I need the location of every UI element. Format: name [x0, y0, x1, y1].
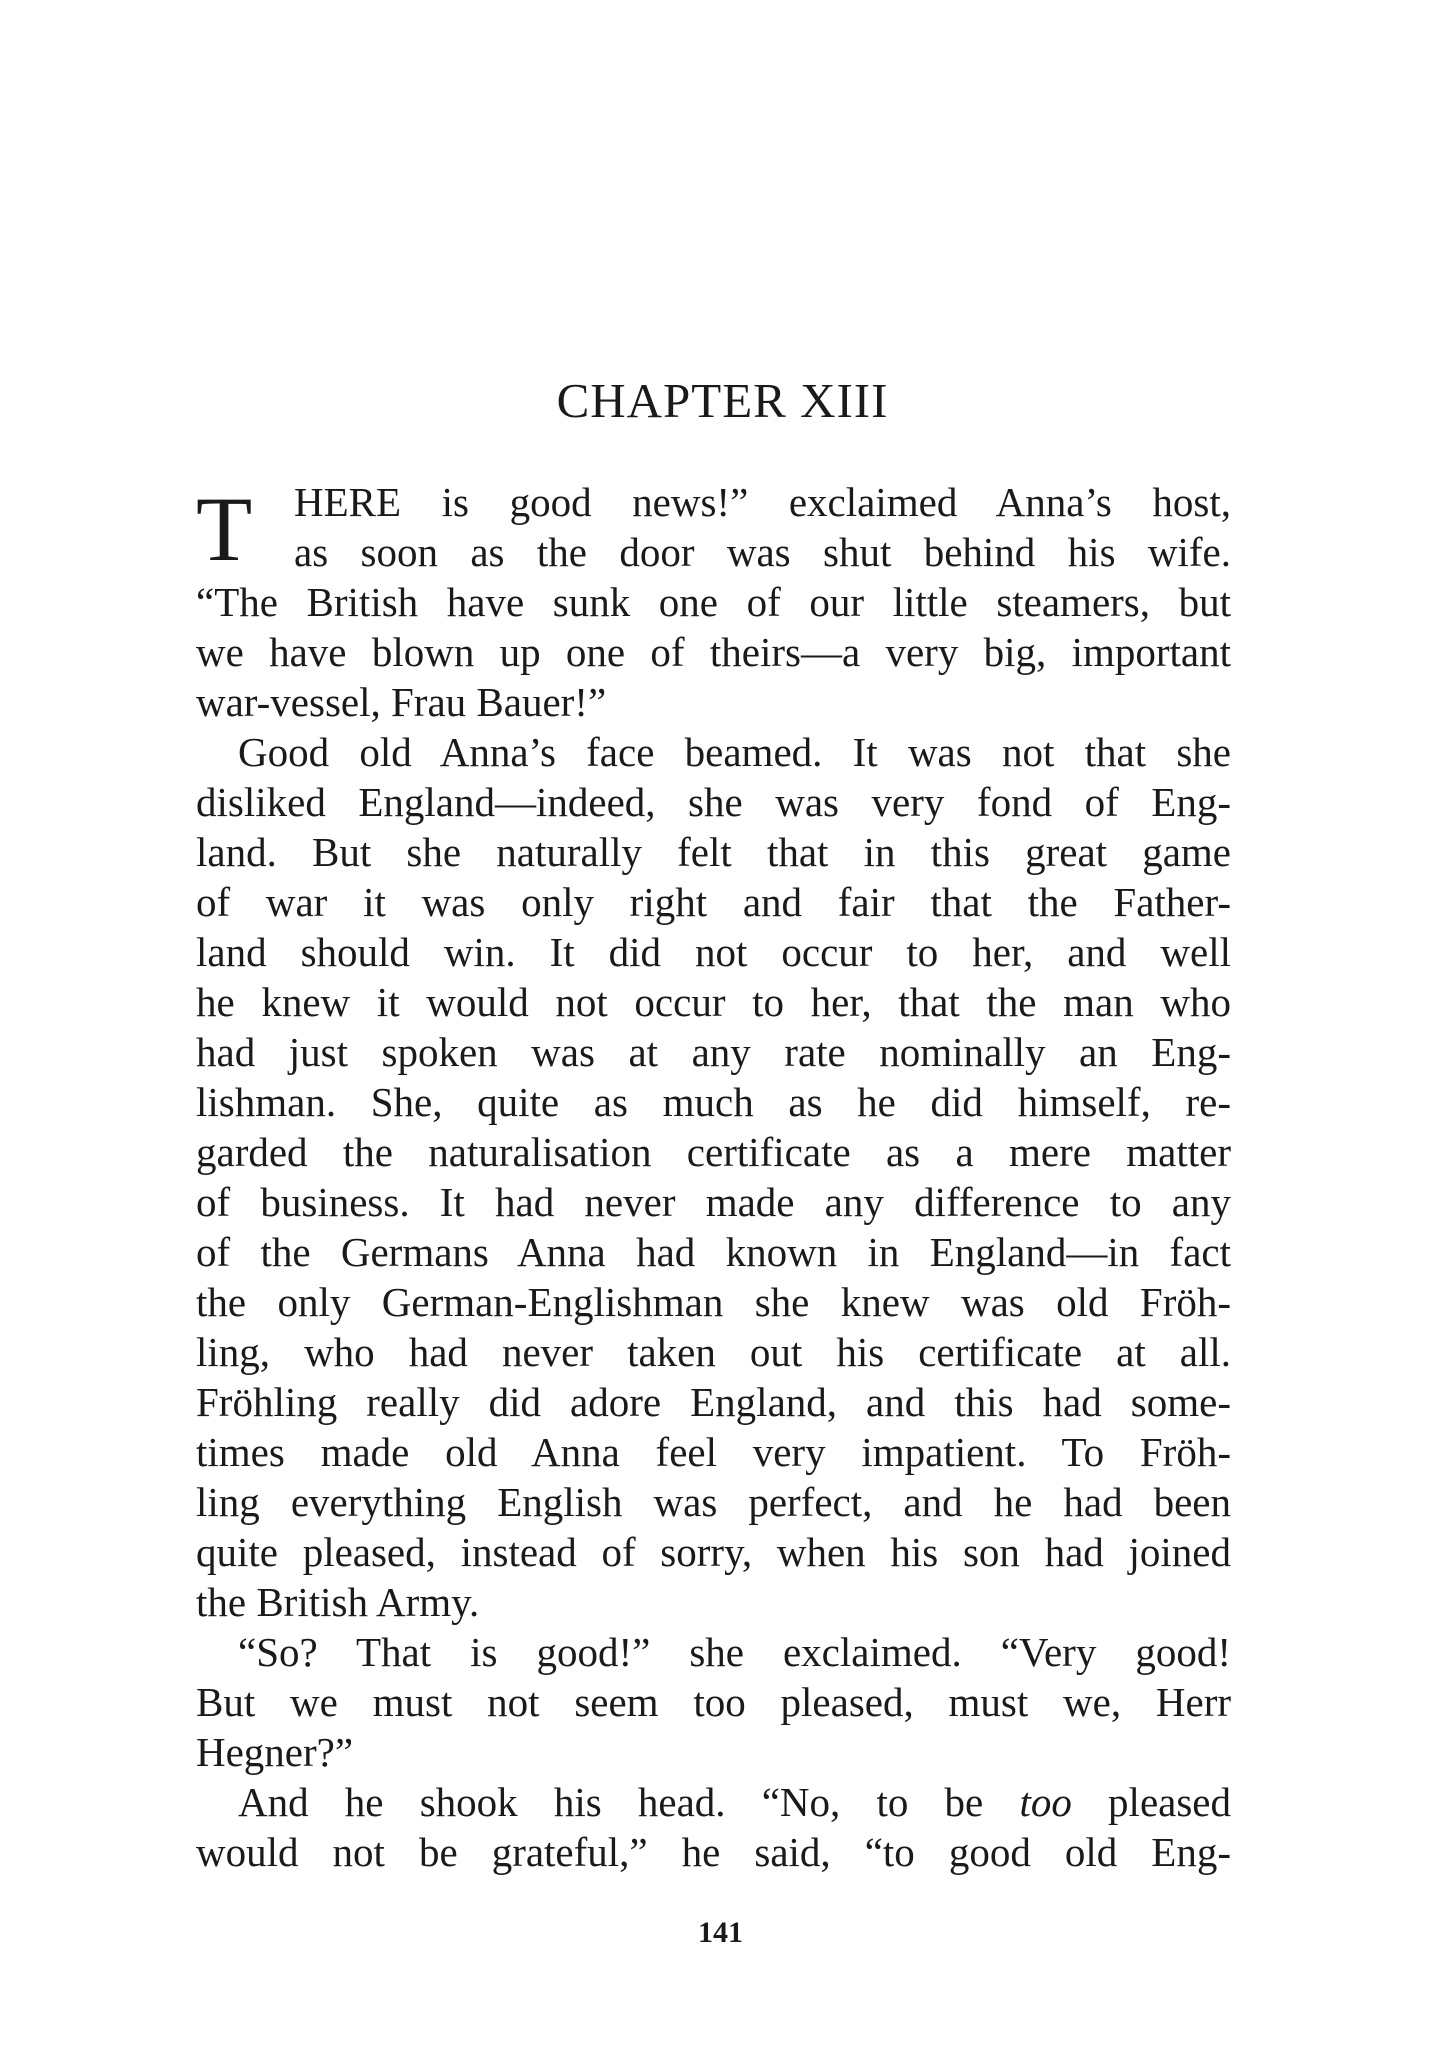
text-line: the only German-Englishman she knew was old Fröh- — [196, 1279, 1231, 1325]
paragraph-4 — [196, 1777, 1231, 1877]
text-line: had just spoken was at any rate nominally an Eng- — [196, 1029, 1231, 1075]
text-line: “So? That is good!” she exclaimed. “Very good! — [238, 1629, 1231, 1675]
text-line: “The British have sunk one of our little steamers, but — [196, 579, 1231, 625]
text-line: ling, who had never taken out his certificate at all. — [196, 1329, 1231, 1375]
text-line: would not be grateful,” he said, “to good old Eng- — [196, 1829, 1231, 1875]
text-line: land should win. It did not occur to her, and well — [196, 929, 1231, 975]
text-line: garded the naturalisation certificate as a mere matter — [196, 1129, 1231, 1175]
paragraph-2 — [196, 727, 1231, 1627]
text-line: quite pleased, instead of sorry, when his son had joined — [196, 1529, 1231, 1575]
paragraph-1 — [196, 477, 1231, 727]
text-line: ling everything English was perfect, and he had been — [196, 1479, 1231, 1525]
drop-cap: T — [196, 478, 253, 580]
text-line: as soon as the door was shut behind his wife. — [294, 529, 1231, 575]
text-line: the British Army. — [196, 1579, 480, 1625]
text-line: of war it was only right and fair that the Father- — [196, 879, 1231, 925]
text-line: war-vessel, Frau Bauer!” — [196, 679, 607, 725]
text-line: HERE is good news!” exclaimed Anna’s host, — [294, 479, 1231, 525]
text-line: Hegner?” — [196, 1729, 354, 1775]
text-line: Good old Anna’s face beamed. It was not that she — [238, 729, 1231, 775]
chapter-title: CHAPTER XIII — [556, 373, 889, 428]
paragraph-3 — [196, 1627, 1231, 1777]
text-line: lishman. She, quite as much as he did himself, re- — [196, 1079, 1231, 1125]
text-line — [196, 1777, 1231, 1827]
text-line: of the Germans Anna had known in England—in fact — [196, 1229, 1231, 1275]
text-line: disliked England—indeed, she was very fond of Eng- — [196, 779, 1231, 825]
text-line: of business. It had never made any difference to any — [196, 1179, 1231, 1225]
text-segment: pleased — [1071, 1779, 1231, 1825]
text-line: But we must not seem too pleased, must we, Herr — [196, 1679, 1231, 1725]
text-line: times made old Anna feel very impatient. To Fröh- — [196, 1429, 1231, 1475]
text-line: land. But she naturally felt that in this great game — [196, 829, 1231, 875]
emphasized-word: too — [1019, 1779, 1072, 1825]
text-line: Fröhling really did adore England, and this had some- — [196, 1379, 1231, 1425]
text-segment: And he shook his head. “No, to be — [238, 1779, 1020, 1825]
text-line: he knew it would not occur to her, that the man who — [196, 979, 1231, 1025]
body-text — [196, 477, 1231, 1877]
page-number: 141 — [698, 1916, 743, 1949]
text-line: we have blown up one of theirs—a very big, important — [196, 629, 1231, 675]
